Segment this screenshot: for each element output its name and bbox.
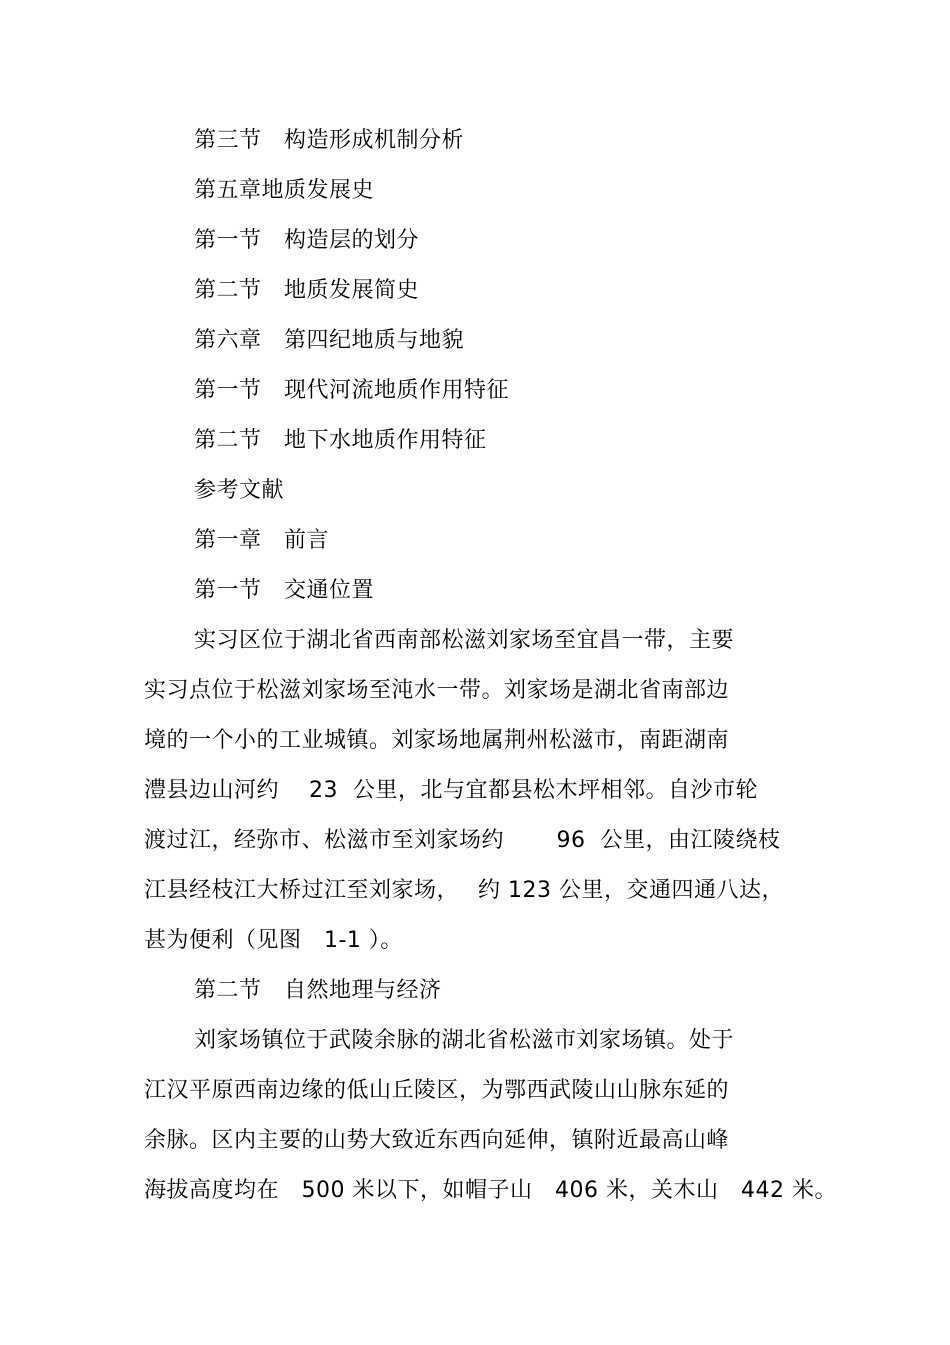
paragraph-line: 实习区位于湖北省西南部松滋刘家场至宜昌一带，主要 [194,628,735,653]
paragraph-line: 境的一个小的工业城镇。刘家场地属荆州松滋市，南距湖南 [144,728,730,753]
paragraph-line: 海拔高度均在 500 米以下，如帽子山 406 米，关木山 442 米。 [144,1178,837,1203]
paragraph-line: 江县经枝江大桥过江至刘家场， 约 123 公里，交通四通八达， [144,878,784,903]
toc-item: 第二节 地质发展简史 [194,278,420,303]
section-heading: 第一节 交通位置 [194,578,375,603]
paragraph-line: 澧县边山河约 23 公里，北与宜都县松木坪相邻。自沙市轮 [144,778,758,803]
paragraph-line: 刘家场镇位于武陵余脉的湖北省松滋市刘家场镇。处于 [194,1028,735,1053]
paragraph-line: 甚为便利（见图 1-1 ）。 [144,928,403,953]
toc-item: 第三节 构造形成机制分析 [194,128,465,153]
toc-item: 第一节 构造层的划分 [194,228,420,253]
paragraph-line: 余脉。区内主要的山势大致近东西向延伸，镇附近最高山峰 [144,1128,730,1153]
paragraph-line: 渡过江，经弥市、松滋市至刘家场约 96 公里，由江陵绕枝 [144,828,781,853]
paragraph-line: 实习点位于松滋刘家场至沌水一带。刘家场是湖北省南部边 [144,678,730,703]
toc-item: 第六章 第四纪地质与地貌 [194,328,465,353]
paragraph-line: 江汉平原西南边缘的低山丘陵区，为鄂西武陵山山脉东延的 [144,1078,730,1103]
toc-item: 第五章地质发展史 [194,178,375,203]
toc-item: 第二节 地下水地质作用特征 [194,428,487,453]
chapter-heading: 第一章 前言 [194,528,330,553]
toc-item: 第一节 现代河流地质作用特征 [194,378,510,403]
section-heading: 第二节 自然地理与经济 [194,978,442,1003]
toc-item: 参考文献 [194,478,285,503]
